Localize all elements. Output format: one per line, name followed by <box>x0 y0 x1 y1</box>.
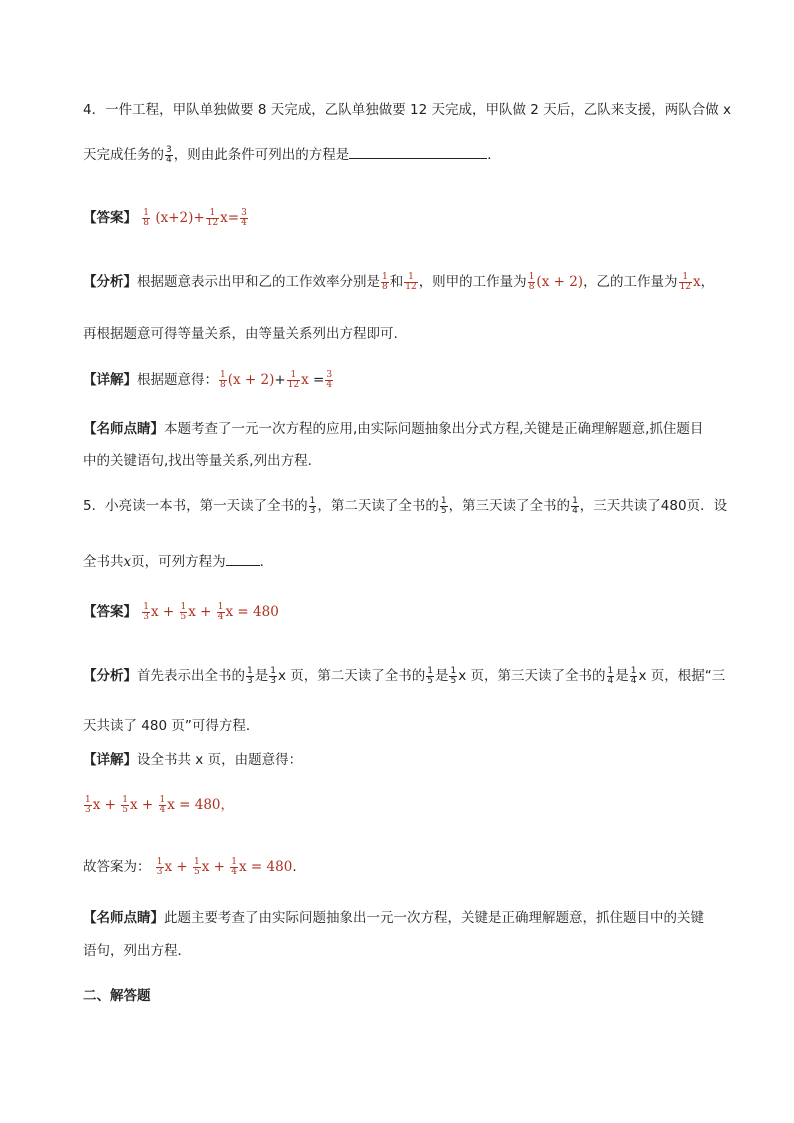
analysis-4-line1: 【分析】根据题意表示出甲和乙的工作效率分别是 $\frac{1}{8}$ 和 $\frac{1}{12}$ ，则甲的工作量为 $\frac{1}{8}$ (x + 2)，乙的工作量为 $\frac{1}{12}$ x， <box>83 271 715 292</box>
fraction: $\frac{1}{12}$ <box>679 271 692 292</box>
fraction: $\frac{1}{5}$ <box>180 602 187 622</box>
fraction: $\frac{3}{4}$ <box>166 144 172 165</box>
answer-blank <box>349 144 487 159</box>
fraction: $\frac{3}{4}$ <box>326 369 333 390</box>
detail-5-equation: $\frac{1}{3}$ x + $\frac{1}{5}$ x + $\frac{1}{4}$ x = 480， <box>85 795 235 815</box>
fraction: $\frac{1}{5}$ <box>194 857 200 877</box>
fraction: $\frac{1}{3}$ <box>247 665 253 686</box>
fraction: $\frac{1}{3}$ <box>156 857 163 877</box>
tip-4-line1: 【名师点睛】本题考查了一元一次方程的应用,由实际问题抽象出分式方程,关键是正确理解题意,抓住题目 <box>83 421 704 437</box>
answer-blank <box>226 551 260 566</box>
detail-5-line1: 【详解】设全书共 x 页，由题意得： <box>83 752 303 768</box>
fraction: $\frac{3}{4}$ <box>241 208 247 228</box>
fraction: $\frac{1}{8}$ <box>220 369 226 390</box>
answer-5: 【答案】 $\frac{1}{3}$ x + $\frac{1}{5}$ x + $\frac{1}{4}$ x = 480 <box>83 602 279 622</box>
fraction: $\frac{1}{3}$ <box>309 495 316 516</box>
detail-4: 【详解】根据题意得： $\frac{1}{8}$ (x + 2)+ $\frac{1}{12}$ x = $\frac{3}{4}$ <box>83 369 333 390</box>
fraction: $\frac{1}{4}$ <box>630 665 637 686</box>
fraction: $\frac{1}{5}$ <box>450 665 457 686</box>
q5-line1: 5．小亮读一本书，第一天读了全书的 $\frac{1}{3}$ ，第二天读了全书的 $\frac{1}{5}$ ，第三天读了全书的 $\frac{1}{4}$ ，三天共读了480页．设 <box>83 495 728 516</box>
tip-5-line1: 【名师点睛】此题主要考查了由实际问题抽象出一元一次方程，关键是正确理解题意，抓住题目中的关键 <box>83 910 704 926</box>
tip-4-line2: 中的关键语句,找出等量关系,列出方程. <box>83 453 312 469</box>
fraction: $\frac{1}{4}$ <box>231 857 238 877</box>
fraction: $\frac{1}{5}$ <box>122 795 128 815</box>
answer-4: 【答案】 $\frac{1}{8}$ (x+2)+ $\frac{1}{12}$ x= $\frac{3}{4}$ <box>83 208 247 228</box>
analysis-5-line1: 【分析】首先表示出全书的 $\frac{1}{3}$ 是 $\frac{1}{3}$ x 页，第二天读了全书的 $\frac{1}{5}$ 是 $\frac{1}{5}$ x 页，第三天读了全书的 $\frac{1}{4}$ 是 $\frac{1}{4}$ x 页，根据“三 <box>83 665 726 686</box>
fraction: $\frac{1}{4}$ <box>217 602 224 622</box>
analysis-5-line2: 天共读了 480 页”可得方程． <box>83 718 260 734</box>
fraction: $\frac{1}{8}$ <box>528 271 535 292</box>
fraction: $\frac{1}{8}$ <box>143 208 150 228</box>
fraction: $\frac{1}{12}$ <box>206 208 219 228</box>
q5-line2: 全书共x页，可列方程为 ． <box>83 551 273 572</box>
fraction: $\frac{1}{5}$ <box>427 665 433 686</box>
fraction: $\frac{1}{4}$ <box>607 665 614 686</box>
fraction: $\frac{1}{12}$ <box>405 271 417 292</box>
fraction: $\frac{1}{3}$ <box>143 602 150 622</box>
fraction: $\frac{1}{5}$ <box>440 495 447 516</box>
fraction: $\frac{1}{4}$ <box>572 495 578 516</box>
tip-5-line2: 语句，列出方程． <box>83 943 191 959</box>
q4-line2: 天完成任务的 $\frac{3}{4}$ ，则由此条件可列出的方程是 ． <box>83 144 501 165</box>
fraction: $\frac{1}{3}$ <box>85 795 91 815</box>
final-answer-5: 故答案为： $\frac{1}{3}$ x + $\frac{1}{5}$ x + $\frac{1}{4}$ x = 480. <box>83 857 297 877</box>
fraction: $\frac{1}{8}$ <box>382 271 388 292</box>
section-heading: 二、解答题 <box>83 988 151 1004</box>
fraction: $\frac{1}{3}$ <box>270 665 276 686</box>
analysis-4-line2: 再根据题意可得等量关系，由等量关系列出方程即可. <box>83 326 398 342</box>
q4-line1: 4．一件工程，甲队单独做要 8 天完成，乙队单独做要 12 天完成，甲队做 2 天后，乙队来支援，两队合做 x <box>83 102 731 118</box>
fraction: $\frac{1}{12}$ <box>287 369 300 390</box>
fraction: $\frac{1}{4}$ <box>159 795 166 815</box>
